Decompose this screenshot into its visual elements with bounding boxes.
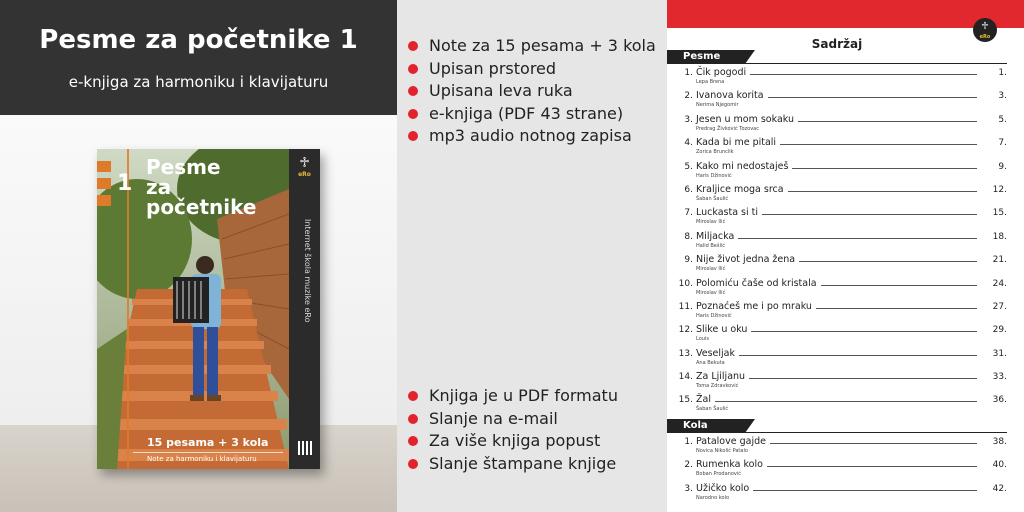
song-author: Ana Bekuta [696,359,725,366]
song-title: Kraljice moga srca [696,184,788,195]
red-bullet-icon [408,414,418,424]
title-banner [0,0,397,115]
song-title: Poznaćeš me i po mraku [696,301,816,312]
features-panel [397,0,667,512]
entry-number: 4. [684,138,693,149]
page-number: 31. [977,349,1007,359]
feature-list-bottom [407,385,618,475]
cover-stripe [97,178,111,189]
page-number: 33. [977,372,1007,382]
song-title: Miljacka [696,231,738,242]
song-author: Miroslav Ilić [696,289,726,296]
page-header-bar [667,0,1024,28]
entry-number: 2. [684,460,693,471]
ero-logo: ♱ eRo [973,18,997,42]
red-bullet-icon [408,41,418,51]
entry-number: 13. [678,348,693,359]
red-bullet-icon [408,86,418,96]
song-title: Užičko kolo [696,483,753,494]
song-title: Nije život jedna žena [696,254,799,265]
song-author: Haris Džinović [696,172,732,179]
cover-title [146,157,256,217]
feature-item: Slanje na e-mail [407,408,618,431]
toc-list-kola [667,436,1007,506]
entry-number: 12. [678,325,693,336]
song-title: Rumenka kolo [696,459,767,470]
red-bullet-icon [408,109,418,119]
page-number: 40. [977,460,1007,470]
feature-list-top [407,35,656,148]
toc-entry [667,436,1007,459]
spine-text: Internet škola muzike eRo [303,219,312,323]
entry-number: 3. [684,483,693,494]
song-author: Predrag Živković Tozovac [696,125,759,132]
entry-number: 6. [684,184,693,195]
cover-number: 1 [117,171,133,196]
cover-title-line: početnike [146,195,257,219]
feature-item: Slanje štampane knjige [407,453,618,476]
feature-item: Za više knjiga popust [407,430,618,453]
song-author: Miroslav Ilić [696,266,726,273]
page-number: 27. [977,302,1007,312]
toc-entry [667,90,1007,113]
toc-entry [667,114,1007,137]
cover-song-count: 15 pesama + 3 kola [147,436,269,449]
song-title: Patalove gajde [696,436,770,447]
red-bullet-icon [408,391,418,401]
cover-title-line: za [146,175,172,199]
page-number: 15. [977,208,1007,218]
entry-number: 2. [684,91,693,102]
feature-item: mp3 audio notnog zapisa [407,125,656,148]
section-rule [745,63,1007,64]
song-author: Zorica Brunclik [696,149,734,156]
toc-entry [667,394,1007,417]
section-rule [745,432,1007,433]
entry-number: 8. [684,231,693,242]
song-title: Žal [696,394,715,405]
ero-logo: ♱ eRo [298,155,311,178]
contents-heading: Sadržaj [811,37,863,51]
page-number: 12. [977,185,1007,195]
page-number: 3. [977,91,1007,101]
toc-entry [667,483,1007,506]
entry-number: 1. [684,437,693,447]
toc-entry [667,371,1007,394]
product-title: Pesme za početnike 1 [39,25,358,55]
song-title: Luckasta si ti [696,207,762,218]
feature-item: e-knjiga (PDF 43 strane) [407,103,656,126]
page-number: 9. [977,162,1007,172]
toc-entry [667,459,1007,482]
song-author: Šaban Šaulić [696,195,729,202]
entry-number: 1. [684,68,693,78]
song-author: Nerima Njegomir [696,102,739,109]
song-author: Narodno kolo [696,494,730,501]
red-bullet-icon [408,459,418,469]
song-author: Miroslav Ilić [696,219,726,226]
product-panel [0,0,397,512]
toc-entry [667,67,1007,90]
entry-number: 3. [684,114,693,125]
page-number: 7. [977,138,1007,148]
song-author: Šaban Šaulić [696,406,729,413]
toc-entry [667,231,1007,254]
toc-entry [667,324,1007,347]
entry-number: 10. [678,278,693,289]
song-title: Jesen u mom sokaku [696,114,798,125]
song-title: Veseljak [696,348,739,359]
song-author: Lepa Brena [696,79,725,85]
product-subtitle: e-knjiga za harmoniku i klavijaturu [68,73,329,91]
entry-number: 7. [684,208,693,219]
cover-subtitle: Note za harmoniku i klavijaturu [147,455,257,463]
song-title: Kada bi me pitali [696,137,780,148]
page-number: 18. [977,232,1007,242]
entry-number: 14. [678,372,693,383]
page-number: 5. [977,115,1007,125]
song-title: Kako mi nedostaješ [696,161,792,172]
feature-item: Upisan prstored [407,58,656,81]
toc-entry [667,137,1007,160]
song-title: Čik pogodi [696,67,750,78]
cover-vertical-line [127,149,129,469]
page-number: 36. [977,395,1007,405]
page-number: 42. [977,484,1007,494]
song-author: Boban Prodanović [696,471,741,478]
toc-entry [667,254,1007,277]
song-author: Novica Nikolić Patalo [696,448,748,454]
contents-page [667,0,1024,512]
cover-stripe [97,161,111,172]
dot-leader [696,401,981,402]
page-number: 29. [977,325,1007,335]
toc-entry [667,348,1007,371]
page-number: 24. [977,279,1007,289]
toc-entry [667,207,1007,230]
toc-entry [667,278,1007,301]
cover-title-line: Pesme [146,155,221,179]
toc-entry [667,161,1007,184]
cover-divider [133,452,283,453]
toc-entry [667,184,1007,207]
entry-number: 5. [684,161,693,172]
entry-number: 15. [678,395,693,406]
entry-number: 11. [678,301,693,312]
toc-list-pesme [667,67,1007,418]
song-author: Haris Džinović [696,312,732,319]
feature-item: Knjiga je u PDF formatu [407,385,618,408]
page-number: 38. [977,437,1007,447]
dot-leader [696,238,981,239]
entry-number: 9. [684,255,693,266]
toc-entry [667,301,1007,324]
section-label-kola: Kola [667,419,745,433]
song-author: Louis [696,336,709,343]
feature-item: Upisana leva ruka [407,80,656,103]
song-author: Toma Zdravković [696,383,739,390]
red-bullet-icon [408,436,418,446]
spine-mark-icon [298,441,312,455]
song-title: Polomiću čaše od kristala [696,278,821,289]
song-author: Halid Bešlić [696,242,726,249]
section-label-pesme: Pesme [667,50,745,64]
song-title: Ivanova korita [696,90,768,101]
cover-stripe [97,195,111,206]
feature-item: Note za 15 pesama + 3 kola [407,35,656,58]
cover-spine [289,149,320,469]
song-title: Za Ljiljanu [696,371,749,382]
page-number: 1. [977,68,1007,78]
red-bullet-icon [408,131,418,141]
book-cover-image [97,149,320,469]
song-title: Slike u oku [696,324,751,335]
page-number: 21. [977,255,1007,265]
red-bullet-icon [408,64,418,74]
